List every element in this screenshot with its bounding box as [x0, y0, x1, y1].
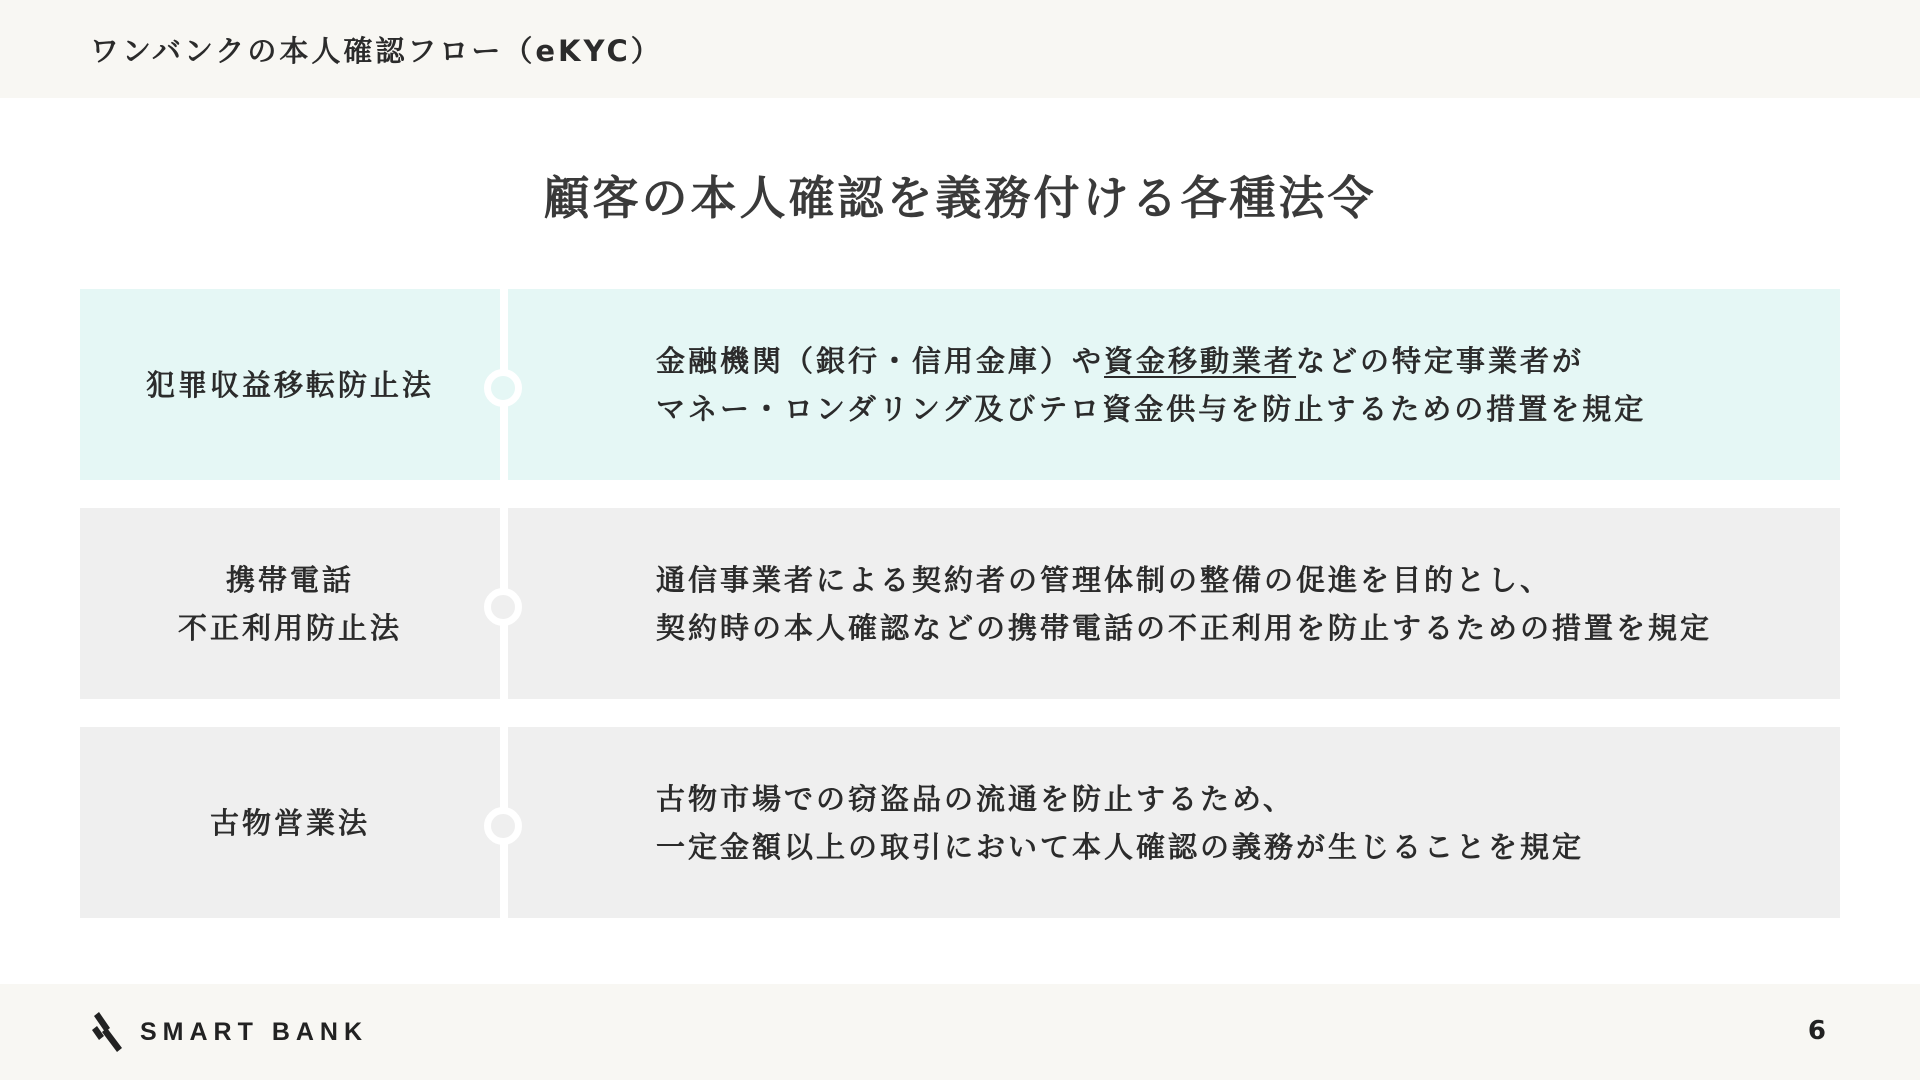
law-row: [80, 508, 1840, 699]
law-name: [210, 799, 370, 847]
main-heading: 顧客の本人確認を義務付ける各種法令: [543, 171, 1377, 225]
law-description: [656, 775, 1584, 871]
law-description-line: 古物市場での窃盗品の流通を防止するため、: [656, 781, 1295, 816]
underlined-term: 資金移動業者: [1104, 343, 1297, 378]
timeline-node-icon: [484, 369, 522, 407]
header-title: ワンバンクの本人確認フロー（eKYC）: [90, 33, 663, 68]
law-description-text: 金融機関（銀行・信用金庫）や: [656, 343, 1105, 378]
law-row: [80, 289, 1840, 480]
law-name: [178, 556, 402, 652]
top-bar: [0, 0, 1920, 98]
law-name-cell: [80, 289, 500, 480]
law-name-line: 不正利用防止法: [177, 610, 402, 645]
law-description-cell: [508, 727, 1840, 918]
law-description-line: [656, 337, 1646, 385]
timeline-node-icon: [484, 588, 522, 626]
law-description: [656, 556, 1712, 652]
law-description-text: などの特定事業者が: [1296, 343, 1585, 378]
law-name-cell: [80, 508, 500, 699]
law-description: [656, 337, 1646, 433]
smart-bank-logo-icon: [92, 1012, 124, 1052]
law-name-line: 古物営業法: [209, 805, 370, 840]
brand-name: SMART BANK: [140, 1017, 369, 1046]
law-row: [80, 727, 1840, 918]
law-description-cell: [508, 508, 1840, 699]
footer-bar: [0, 984, 1920, 1080]
law-description-line: 契約時の本人確認などの携帯電話の不正利用を防止するための措置を規定: [656, 610, 1713, 645]
law-description-line: マネー・ロンダリング及びテロ資金供与を防止するための措置を規定: [656, 391, 1647, 426]
brand-logo: [92, 1012, 368, 1052]
law-name: [146, 361, 434, 409]
law-description-line: 通信事業者による契約者の管理体制の整備の促進を目的とし、: [656, 562, 1553, 597]
law-description-line: 一定金額以上の取引において本人確認の義務が生じることを規定: [656, 829, 1585, 864]
law-name-line: 犯罪収益移転防止法: [145, 367, 434, 402]
law-description-cell: [508, 289, 1840, 480]
page-number: 6: [1807, 1016, 1826, 1046]
law-name-line: 携帯電話: [225, 562, 354, 597]
law-name-cell: [80, 727, 500, 918]
timeline-node-icon: [484, 807, 522, 845]
